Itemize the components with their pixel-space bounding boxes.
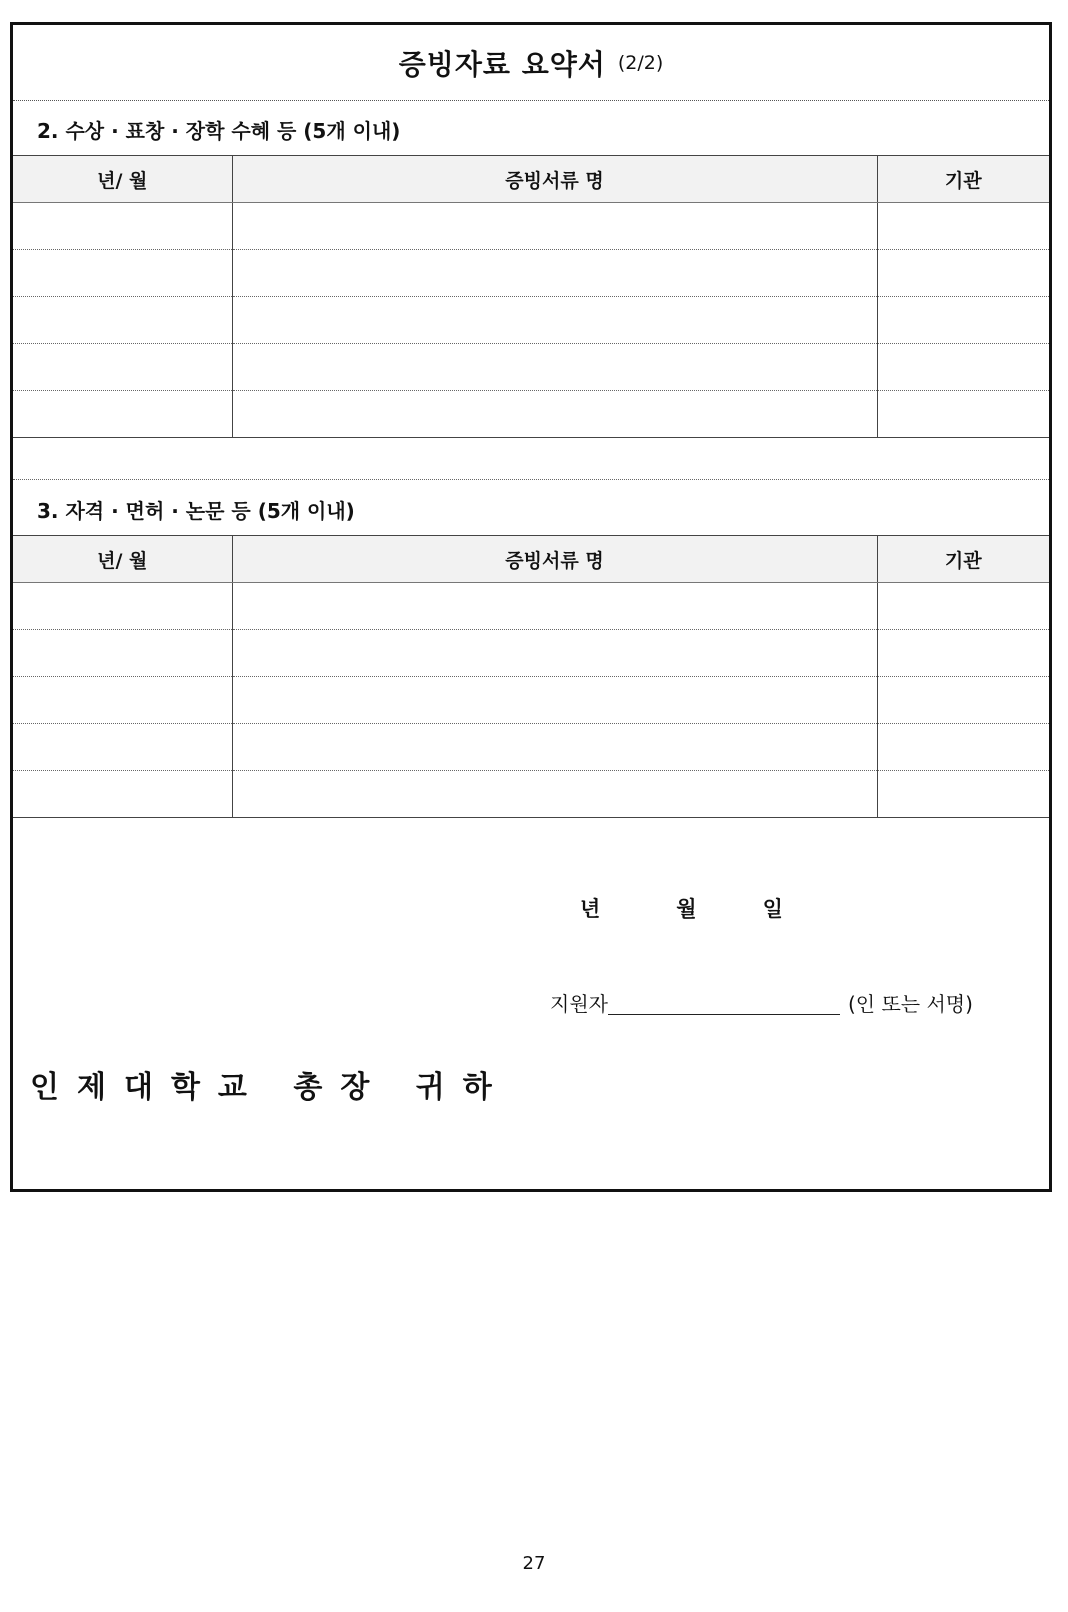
licenses-cell-document[interactable] [232,771,877,818]
table-row [13,630,1049,677]
section-spacer [13,432,1049,480]
awards-cell-date[interactable] [13,250,232,297]
awards-cell-date[interactable] [13,344,232,391]
awards-header-row [13,156,1049,203]
licenses-cell-document[interactable] [232,677,877,724]
applicant-signature-line [550,988,973,1017]
licenses-cell-document[interactable] [232,583,877,630]
awards-cell-institution[interactable] [877,250,1049,297]
licenses-cell-institution[interactable] [877,724,1049,771]
licenses-cell-date[interactable] [13,583,232,630]
awards-col-document: 증빙서류 명 [232,156,877,203]
awards-cell-date[interactable] [13,203,232,250]
awards-cell-institution[interactable] [877,203,1049,250]
licenses-cell-institution[interactable] [877,583,1049,630]
licenses-cell-date[interactable] [13,630,232,677]
form-title: 증빙자료 요약서 [398,47,606,81]
awards-col-institution: 기관 [877,156,1049,203]
licenses-cell-document[interactable] [232,630,877,677]
table-row [13,583,1049,630]
form-page-indicator: (2/2) [617,51,664,74]
awards-cell-institution[interactable] [877,391,1049,438]
licenses-cell-institution[interactable] [877,630,1049,677]
table-row [13,250,1049,297]
licenses-col-institution: 기관 [877,536,1049,583]
day-label: 일 [762,897,783,921]
licenses-cell-date[interactable] [13,771,232,818]
licenses-cell-institution[interactable] [877,677,1049,724]
awards-cell-document[interactable] [232,250,877,297]
signature-field[interactable] [608,994,840,1015]
table-row [13,203,1049,250]
awards-cell-document[interactable] [232,344,877,391]
page-number: 27 [522,1553,546,1574]
awards-table [13,155,1049,438]
awards-cell-institution[interactable] [877,297,1049,344]
licenses-table [13,535,1049,818]
licenses-cell-date[interactable] [13,724,232,771]
table-row [13,724,1049,771]
table-row [13,344,1049,391]
table-row [13,391,1049,438]
awards-cell-date[interactable] [13,391,232,438]
applicant-label: 지원자 [550,992,608,1016]
awards-cell-institution[interactable] [877,344,1049,391]
table-row [13,771,1049,818]
year-label: 년 [580,897,601,921]
sign-note: (인 또는 서명) [847,992,973,1016]
awards-cell-document[interactable] [232,297,877,344]
licenses-cell-date[interactable] [13,677,232,724]
licenses-cell-document[interactable] [232,724,877,771]
title-row [13,25,1049,101]
awards-cell-document[interactable] [232,203,877,250]
awards-cell-date[interactable] [13,297,232,344]
table-row [13,677,1049,724]
month-label: 월 [676,897,697,921]
table-row [13,297,1049,344]
awards-heading: 2. 수상 · 표창 · 장학 수혜 등 (5개 이내) [37,118,401,143]
awards-cell-document[interactable] [232,391,877,438]
licenses-heading: 3. 자격 · 면허 · 논문 등 (5개 이내) [37,498,355,523]
licenses-header-row [13,536,1049,583]
date-line [580,893,783,923]
addressee: 인제대학교 총장 귀하 [30,1070,510,1105]
licenses-col-date: 년/ 월 [13,536,232,583]
licenses-cell-institution[interactable] [877,771,1049,818]
awards-col-date: 년/ 월 [13,156,232,203]
licenses-col-document: 증빙서류 명 [232,536,877,583]
